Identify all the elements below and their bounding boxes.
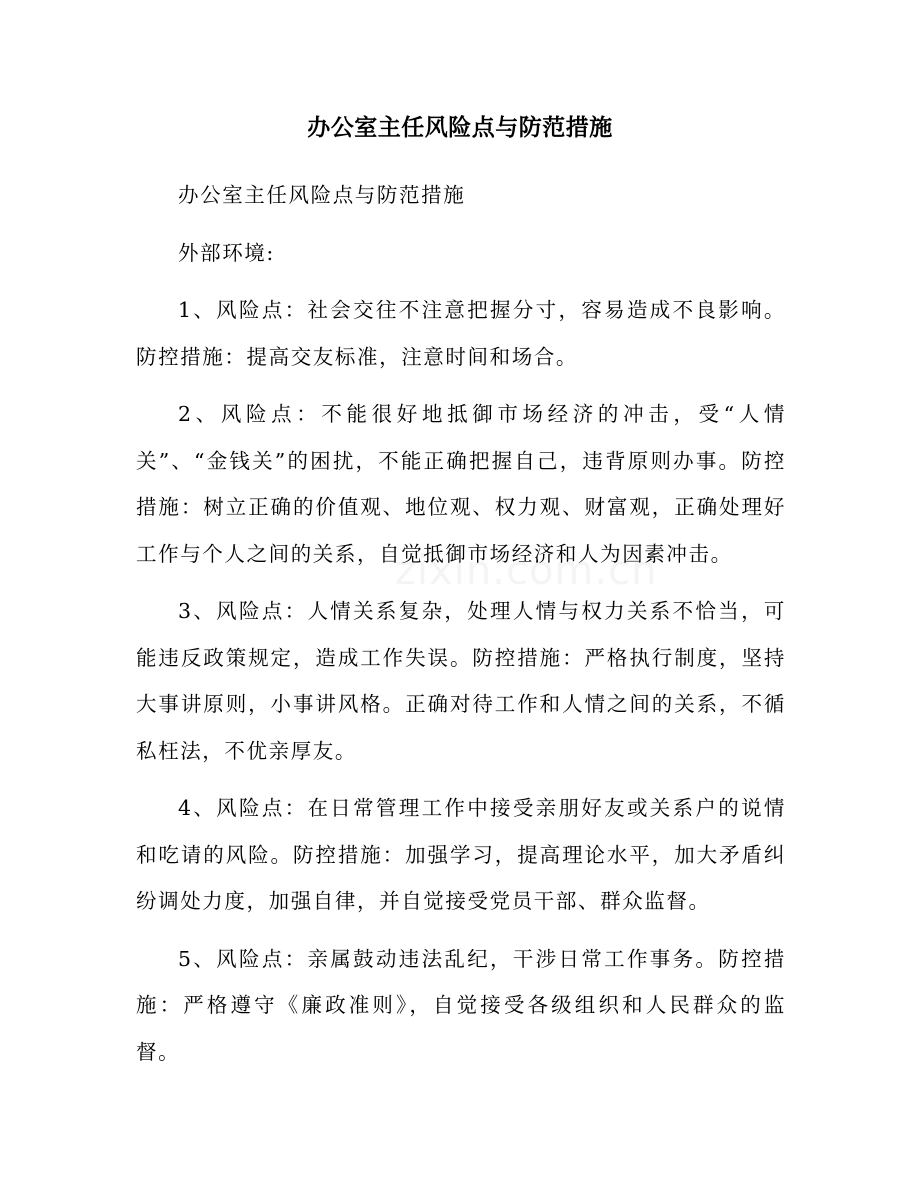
paragraph-risk-2: 2、风险点：不能很好地抵御市场经济的冲击，受“人情关”、“金钱关”的困扰，不能正确把握自己，违背原则办事。防控措施：树立正确的价值观、地位观、权力观、财富观，正确处理好工作与个人之间的关系，自觉抵御市场经济和人为因素冲击。: [136, 402, 786, 566]
paragraph-subtitle: 办公室主任风险点与防范措施: [178, 183, 466, 207]
paragraph-risk-3: 3、风险点：人情关系复杂，处理人情与权力关系不恰当，可能违反政策规定，造成工作失误。防控措施：严格执行制度，坚持大事讲原则，小事讲风格。正确对待工作和人情之间的关系，不循私枉法，不优亲厚友。: [136, 599, 786, 763]
paragraph-risk-4: 4、风险点：在日常管理工作中接受亲朋好友或关系户的说情和吃请的风险。防控措施：加强学习，提高理论水平，加大矛盾纠纷调处力度，加强自律，并自觉接受党员干部、群众监督。: [136, 796, 786, 913]
paragraph-risk-1: 1、风险点：社会交往不注意把握分寸，容易造成不良影响。防控措施：提高交友标准，注意时间和场合。: [136, 298, 786, 369]
paragraph-risk-5: 5、风险点：亲属鼓动违法乱纪，干涉日常工作事务。防控措施：严格遵守《廉政准则》，自觉接受各级组织和人民群众的监督。: [136, 946, 786, 1064]
paragraph-section-heading: 外部环境:: [178, 240, 275, 265]
document-body: [136, 172, 786, 1086]
page-title: 办公室主任风险点与防范措施: [307, 114, 613, 141]
